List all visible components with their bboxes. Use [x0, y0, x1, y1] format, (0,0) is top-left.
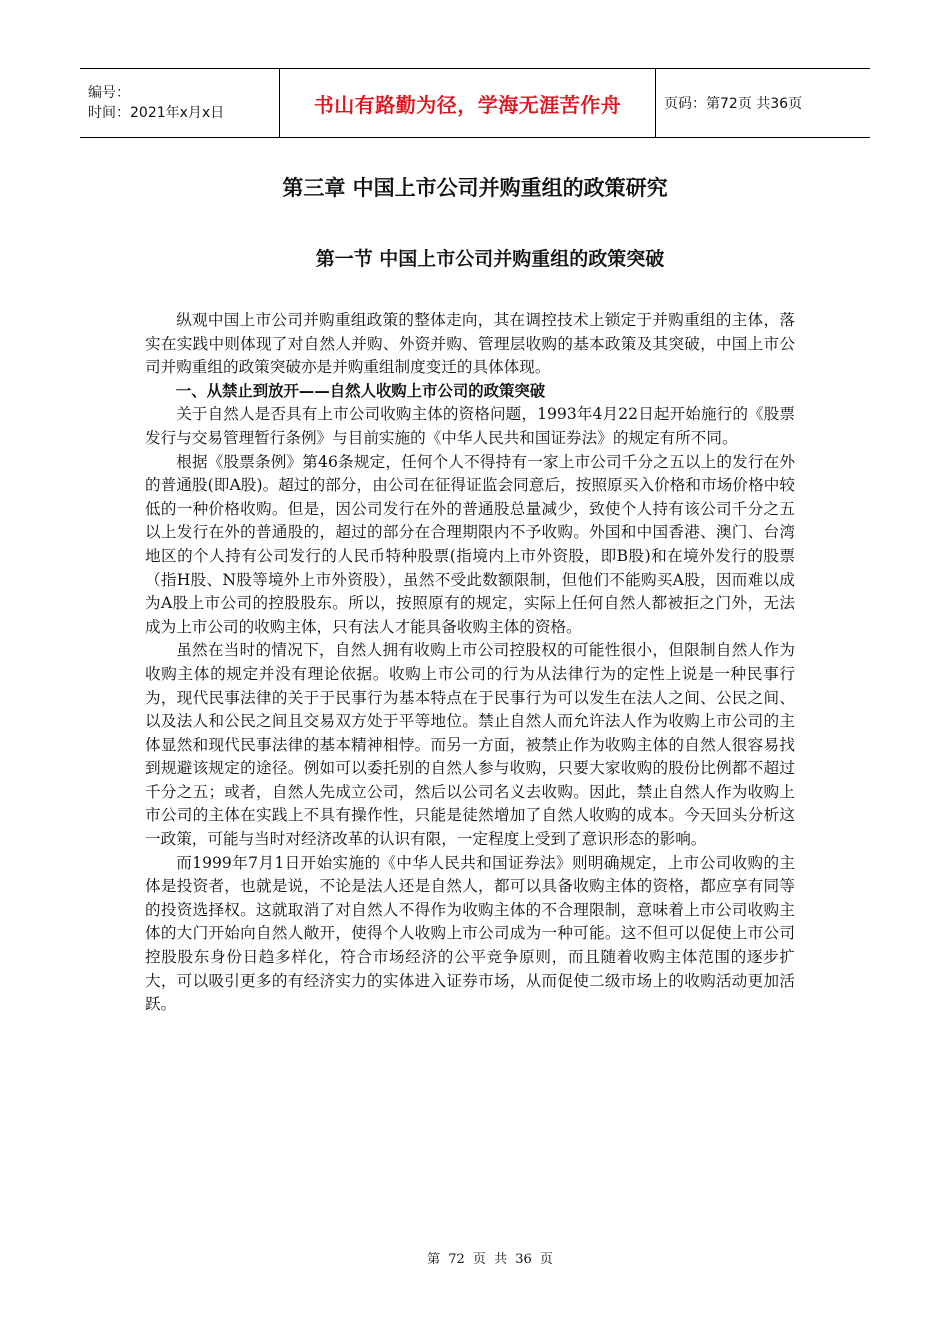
header-page-info: 页码：第72页 共36页 — [664, 96, 803, 112]
header-motto: 书山有路勤为径，学海无涯苦作舟 — [313, 92, 622, 117]
section-title: 第一节 中国上市公司并购重组的政策突破 — [315, 248, 665, 270]
document-number-label: 编号： — [88, 85, 130, 101]
document-body — [145, 309, 795, 1017]
subheading: 一、从禁止到放开——自然人收购上市公司的政策突破 — [175, 381, 546, 400]
chapter-title: 第三章 中国上市公司并购重组的政策研究 — [282, 176, 668, 200]
paragraph: 虽然在当时的情况下，自然人拥有收购上市公司控股权的可能性很小，但限制自然人作为收购主体的规定并没有理论依据。收购上市公司的行为从法律行为的定性上说是一种民事行为，现代民事法律的关于于民事行为基本特点在于民事行为可以发生在法人之间、公民之间、以及法人和公民之间且交易双方处于平等地位。禁止自然人而允许法人作为收购上市公司的主体显然和现代民事法律的基本精神相悖。而另一方面，被禁止作为收购主体的自然人很容易找到规避该规定的途径。例如可以委托别的自然人参与收购，只要大家收购的股份比例都不超过千分之五；或者，自然人先成立公司，然后以公司名义去收购。因此，禁止自然人作为收购上市公司的主体在实践上不具有操作性，只能是徒然增加了自然人收购的成本。今天回头分析这一政策，可能与当时对经济改革的认识有限，一定程度上受到了意识形态的影响。 — [145, 641, 795, 849]
paragraph: 纵观中国上市公司并购重组政策的整体走向，其在调控技术上锁定于并购重组的主体，落实在实践中则体现了对自然人并购、外资并购、管理层收购的基本政策及其突破，中国上市公司并购重组的政策突破亦是并购重组制度变迁的具体体现。 — [145, 311, 795, 377]
document-time-label: 时间：2021年x月x日 — [88, 105, 225, 121]
paragraph: 根据《股票条例》第46条规定，任何个人不得持有一家上市公司千分之五以上的发行在外的普通股(即A股)。超过的部分，由公司在征得证监会同意后，按照原买入价格和市场价格中较低的一种价格收购。但是，因公司发行在外的普通股总量减少，致使个人持有该公司千分之五以上发行在外的普通股的，超过的部分在合理期限内不予收购。外国和中国香港、澳门、台湾地区的个人持有公司发行的人民币特种股票(指境内上市外资股，即B股)和在境外发行的股票（指H股、N股等境外上市外资股），虽然不受此数额限制，但他们不能购买A股，因而难以成为A股上市公司的控股股东。所以，按照原有的规定，实际上任何自然人都被拒之门外，无法成为上市公司的收购主体，只有法人才能具备收购主体的资格。 — [145, 452, 795, 636]
paragraph: 而1999年7月1日开始实施的《中华人民共和国证券法》则明确规定，上市公司收购的主体是投资者，也就是说，不论是法人还是自然人，都可以具备收购主体的资格，都应享有同等的投资选择权。这就取消了对自然人不得作为收购主体的不合理限制，意味着上市公司收购主体的大门开始向自然人敞开，使得个人收购上市公司成为一种可能。这不但可以促使上市公司控股股东身份日趋多样化，符合市场经济的公平竞争原则，而且随着收购主体范围的逐步扩大，可以吸引更多的有经济实力的实体进入证券市场，从而促使二级市场上的收购活动更加活跃。 — [145, 853, 795, 1014]
header-motto-cell — [280, 69, 656, 137]
paragraph: 关于自然人是否具有上市公司收购主体的资格问题，1993年4月22日起开始施行的《股票发行与交易管理暂行条例》与目前实施的《中华人民共和国证券法》的规定有所不同。 — [145, 405, 795, 447]
page-header — [80, 68, 870, 138]
page-footer: 第 72 页 共 36 页 — [427, 1252, 553, 1267]
header-meta — [80, 69, 280, 137]
